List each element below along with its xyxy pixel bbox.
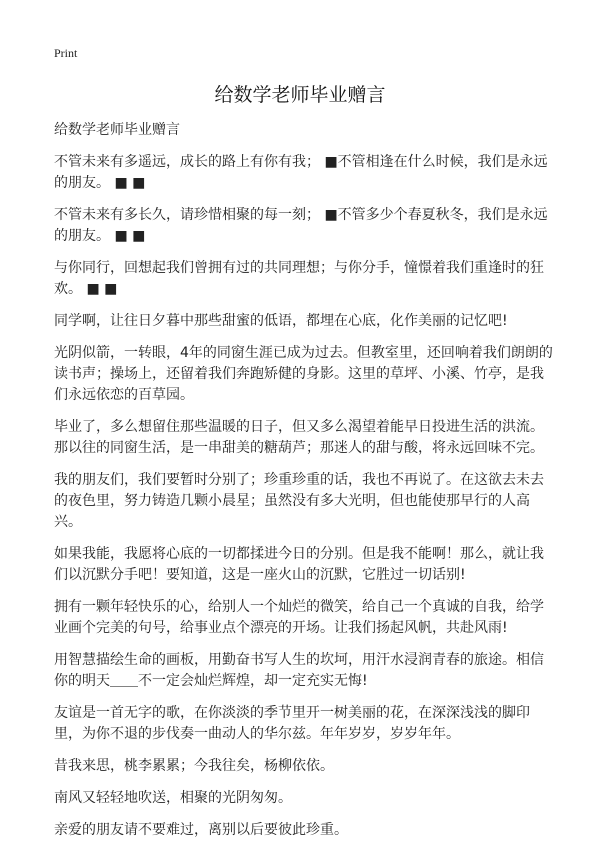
subtitle: 给数学老师毕业赠言 [54, 122, 180, 138]
paragraph: 光阴似箭，一转眼，4年的同窗生涯已成为过去。但教室里，还回响着我们朗朗的读书声；操场上，还留着我们奔跑矫健的身影。这里的草坪、小溪、竹亭，是我们永远依恋的百草园。 [54, 345, 553, 403]
paragraph: 毕业了，多么想留住那些温暖的日子，但又多么渴望着能早日投进生活的洪流。那以往的同窗生活，是一串甜美的糖葫芦；那迷人的甜与酸，将永远回味不完。 [54, 419, 544, 456]
paragraph: 用智慧描绘生命的画板，用勤奋书写人生的坎坷，用汗水浸润青春的旅途。相信你的明天＿＿不一定会灿烂辉煌，却一定充实无悔! [54, 652, 544, 689]
article-body [54, 120, 554, 852]
paragraph: 拥有一颗年轻快乐的心，给别人一个灿烂的微笑，给自己一个真诚的自我，给学业画个完美的句号，给事业点个漂亮的开场。让我们扬起风帆，共赴风雨! [54, 599, 544, 636]
paragraph: 如果我能，我愿将心底的一切都揉进今日的分别。但是我不能啊！那么，就让我们以沉默分手吧！要知道，这是一座火山的沉默，它胜过一切话别! [54, 546, 544, 583]
paragraph: 不管未来有多长久，请珍惜相聚的每一刻； ■不管多少个春夏秋冬，我们是永远的朋友。 ■ ■ [54, 207, 548, 244]
paragraph: 同学啊，让往日夕暮中那些甜蜜的低语，都埋在心底，化作美丽的记忆吧! [54, 313, 508, 329]
paragraph: 友谊是一首无字的歌，在你淡淡的季节里开一树美丽的花，在深深浅浅的脚印里，为你不退的步伐奏一曲动人的华尔兹。年年岁岁，岁岁年年。 [54, 705, 530, 742]
print-link[interactable]: Print [54, 46, 78, 60]
paragraph: 不管未来有多遥远，成长的路上有你有我； ■不管相逢在什么时候，我们是永远的朋友。 ■ ■ [54, 154, 548, 191]
paragraph: 昔我来思，桃李累累；今我往矣，杨柳依依。 [54, 758, 334, 774]
paragraph: 亲爱的朋友请不要难过，离别以后要彼此珍重。 [54, 822, 348, 838]
paragraph: 与你同行，回想起我们曾拥有过的共同理想；与你分手，憧憬着我们重逢时的狂欢。 ■ ■ [54, 260, 544, 297]
page-title: 给数学老师毕业赠言 [214, 84, 386, 106]
paragraph: 我的朋友们，我们要暂时分别了；珍重珍重的话，我也不再说了。在这欲去未去的夜色里，努力铸造几颗小晨星；虽然没有多大光明，但也能使那早行的人高兴。 [54, 472, 544, 530]
paragraph: 南风又轻轻地吹送，相聚的光阴匆匆。 [54, 790, 292, 806]
